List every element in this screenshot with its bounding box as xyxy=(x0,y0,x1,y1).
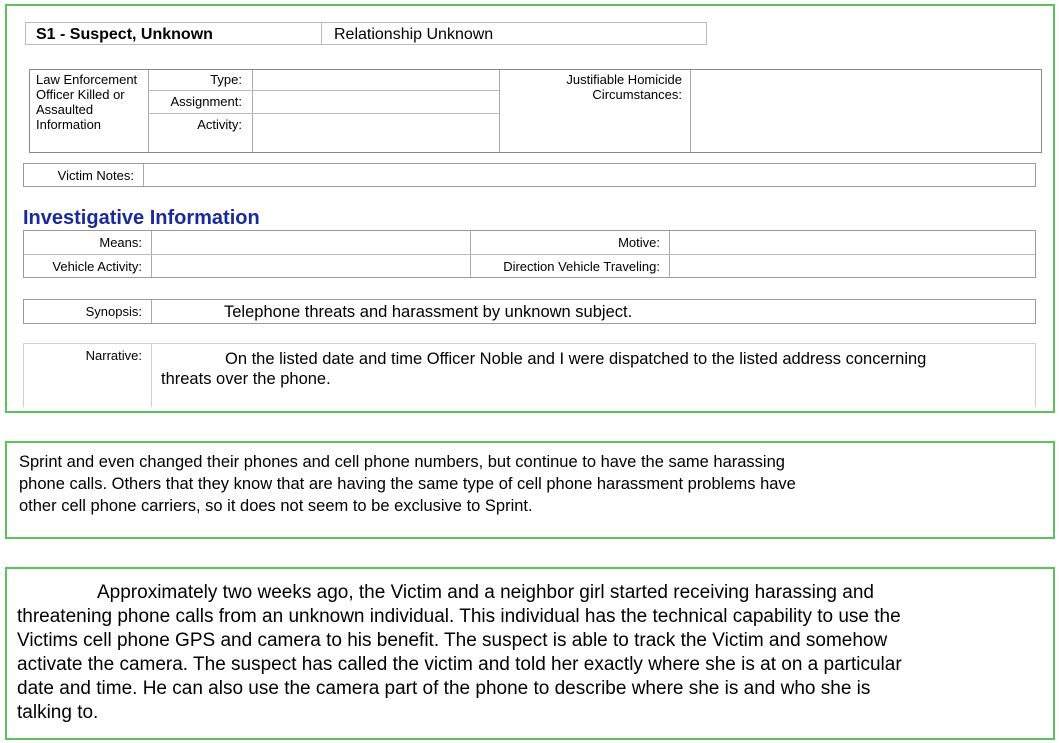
activity-value[interactable] xyxy=(253,114,498,152)
investigative-heading: Investigative Information xyxy=(23,207,260,229)
narrative-row xyxy=(23,343,1036,407)
justifiable-homicide-value[interactable] xyxy=(691,70,1041,152)
victim-notes-label: Victim Notes: xyxy=(57,168,134,183)
type-value[interactable] xyxy=(253,70,498,89)
narrative-line-1: On the listed date and time Officer Noble and I were dispatched to the listed address concerning xyxy=(225,350,927,368)
excerpt2-line-1: Sprint and even changed their phones and cell phone numbers, but continue to have the same harassing xyxy=(19,453,785,471)
motive-value[interactable] xyxy=(670,231,1034,253)
suspect-name: S1 - Suspect, Unknown xyxy=(25,22,321,45)
excerpt2-line-2: phone calls. Others that they know that are having the same type of cell phone harassment problems have xyxy=(19,475,796,493)
victim-notes-row xyxy=(23,163,1036,187)
narrative-label: Narrative: xyxy=(85,348,142,363)
means-value[interactable] xyxy=(152,231,469,253)
excerpt2-line-3: other cell phone carriers, so it does not seem to be exclusive to Sprint. xyxy=(19,497,533,515)
assignment-label: Assignment: xyxy=(170,94,242,109)
narrative-excerpt-panel-3 xyxy=(5,567,1055,740)
justifiable-homicide-label: Justifiable Homicide Circumstances: xyxy=(566,72,682,102)
excerpt3-line-5: date and time. He can also use the camera part of the phone to describe where she is and who she is xyxy=(17,678,871,699)
vehicle-activity-value[interactable] xyxy=(152,255,469,277)
direction-vehicle-value[interactable] xyxy=(670,255,1034,277)
activity-label: Activity: xyxy=(197,117,242,132)
excerpt3-line-4: activate the camera. The suspect has called the victim and told her exactly where she is at on a particular xyxy=(17,654,902,675)
synopsis-label: Synopsis: xyxy=(85,304,142,319)
motive-label: Motive: xyxy=(618,235,660,250)
excerpt3-line-1: Approximately two weeks ago, the Victim and a neighbor girl started receiving harassing and xyxy=(97,582,874,603)
narrative-excerpt-panel-2 xyxy=(5,441,1055,539)
investigative-table xyxy=(23,230,1036,278)
leoka-table xyxy=(29,69,1042,153)
narrative-line-2: threats over the phone. xyxy=(161,370,331,388)
assignment-value[interactable] xyxy=(253,91,498,112)
vehicle-activity-label: Vehicle Activity: xyxy=(52,259,142,274)
report-form-panel xyxy=(5,4,1055,413)
synopsis-text: Telephone threats and harassment by unknown subject. xyxy=(224,303,633,321)
leoka-label: Law Enforcement Officer Killed or Assaulted Information xyxy=(36,72,138,132)
excerpt3-line-2: threatening phone calls from an unknown individual. This individual has the technical capability to use the xyxy=(17,606,901,627)
victim-notes-value[interactable] xyxy=(144,164,1034,186)
synopsis-row xyxy=(23,299,1036,324)
means-label: Means: xyxy=(99,235,142,250)
type-label: Type: xyxy=(210,72,242,87)
suspect-relationship: Relationship Unknown xyxy=(321,22,707,45)
direction-vehicle-label: Direction Vehicle Traveling: xyxy=(503,259,660,274)
excerpt3-line-3: Victims cell phone GPS and camera to his benefit. The suspect is able to track the Victim and somehow xyxy=(17,630,888,651)
excerpt3-line-6: talking to. xyxy=(17,702,99,723)
